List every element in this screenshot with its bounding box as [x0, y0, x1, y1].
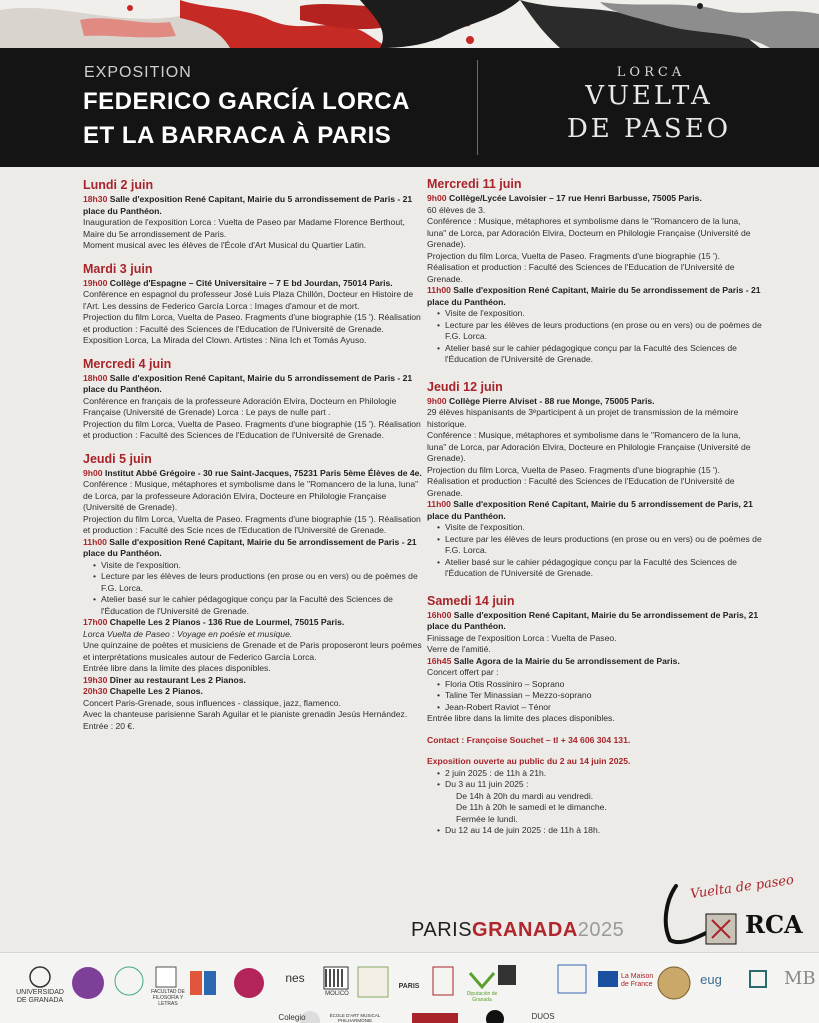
event-description: Finissage de l'exposition Lorca : Vuelta de Paseo. — [427, 632, 617, 643]
header-splash-art — [0, 0, 819, 48]
event-description: Projection du film Lorca, Vuelta de Paseo. Fragments d'une biographie (15 '). Réalisation et production : Faculté des Sciences de l'Education de l'Université de Grenade. — [83, 418, 421, 440]
event-description: Exposition Lorca, La Mirada del Clown. Artistes : Nina Ich et Tomás Ayuso. — [83, 335, 367, 345]
event-description: Conférence : Musique, métaphores et symbolisme dans le "Romancero de la luna, luna" de Lorca, par Adoración Elvira, Docteurn en Philologie Française (Université de Grenade). — [427, 216, 751, 249]
list-item: • Du 3 au 11 juin 2025 : — [437, 779, 762, 791]
day-mercredi-4 — [83, 357, 423, 442]
logo-universidad-granada: UNIVERSIDAD DE GRANADA — [16, 989, 64, 1004]
venue-text: Salle d'exposition René Capitant, Mairie du 5 arrondissement de Paris - 21 place du Panthéon. — [83, 194, 413, 216]
performer-list — [427, 679, 762, 714]
venue-text: Collège d'Espagne – Cité Universitaire – 7 E bd Jourdan, 75014 Paris. — [107, 277, 393, 288]
event-description: Projection du film Lorca, Vuelta de Paseo. Fragments d'une biographie (15 '). Réalisation et production : Faculté des Sciences de l'Education de l'Université de Grenade. — [427, 250, 735, 284]
event-description: Conférence : Musique, métaphores et symbolisme dans le "Romancero de la luna, luna" de Lorca, par Adoración Elvira, Docteure en Philologie Française (Université de Grenade). — [427, 430, 751, 463]
signature-vuelta: Vuelta de paseo — [689, 872, 795, 903]
venue-line — [83, 686, 423, 698]
venue-line — [83, 468, 423, 480]
logo-eug: eug — [700, 972, 722, 987]
event-time: 9h00 — [427, 395, 447, 406]
contact-line: Contact : Françoise Souchet – tl + 34 606 304 131. — [427, 734, 631, 745]
event-time: 11h00 — [83, 536, 107, 547]
logo-facultad: FACULTAD DE FILOSOFÍA Y LETRAS — [151, 989, 185, 1007]
program-left-column — [83, 178, 423, 742]
list-item: • Visite de l'exposition. — [93, 560, 423, 572]
logo-vuelta: VUELTA — [585, 81, 713, 111]
event-description: Inauguration de l'exposition Lorca : Vuelta de Paseo par Madame Florence Berthout, Maire du 5e arrondissement de Paris. — [83, 217, 405, 239]
day-mercredi-11 — [427, 177, 762, 366]
logo-duos: DUOS — [531, 1012, 555, 1021]
opening-hours-list — [427, 825, 762, 837]
event-description: Projection du film Lorca, Vuelta de Paseo. Fragments d'une biographie (15 '). Réalisation et production : Faculté des Sciences de l'Education de l'Université de Grenade. — [427, 464, 735, 498]
venue-line — [427, 656, 762, 668]
list-item: • Lecture par les élèves de leurs productions (en prose ou en vers) ou de poèmes de F.G. Lorca. — [437, 320, 762, 343]
venue-text: Chapelle Les 2 Pianos. — [107, 686, 203, 696]
activity-list — [427, 522, 762, 580]
event-time: 11h00 — [427, 499, 451, 509]
event-time: 18h00 — [83, 372, 108, 383]
event-description: Conférence : Musique, métaphores et symbolisme dans le "Romancero de la luna, luna" de Lorca, par la professeure Adoración Elvira, Docteure en Philologie Française (Université de Grenade). — [83, 479, 419, 512]
event-description: Projection du film Lorca, Vuelta de Paseo. Fragments d'une biographie (15 '). Réalisation et production : Faculté des Sciences de l'Education de l'Université de Grenade. — [83, 312, 421, 334]
event-description: Une quinzaine de poètes et musiciens de Grenade et de Paris proposeront leurs poèmes et interprétations musicales autour de Federico García Lorca. — [83, 640, 422, 662]
hours-detail — [427, 791, 762, 826]
venue-text: Salle d'exposition René Capitant, Mairie du 5e arrondissement de Paris - 21 place du Panthéon. — [427, 285, 761, 307]
event-time: 17h00 — [83, 617, 108, 627]
signature-rca: RCA — [745, 910, 803, 939]
venue-line — [83, 278, 423, 290]
list-item: • Visite de l'exposition. — [437, 308, 762, 320]
venue-text: Collège Pierre Alviset - 88 rue Monge, 75005 Paris. — [446, 395, 655, 406]
venue-line — [83, 675, 423, 687]
opening-hours-list — [427, 768, 762, 791]
list-item: • Atelier basé sur le cahier pédagogique conçu par la Faculté des Sciences de l'Éducation de l'Université de Grenade. — [93, 594, 423, 617]
day-jeudi-12 — [427, 380, 762, 580]
list-item: • Atelier basé sur le cahier pédagogique conçu par la Faculté des Sciences de l'Éducation de l'Université de Grenade. — [437, 343, 762, 366]
venue-line — [427, 396, 762, 408]
hours-line: De 11h à 20h le samedi et le dimanche. — [456, 802, 607, 812]
sponsor-logos — [0, 952, 819, 1023]
event-time: 16h45 — [427, 655, 452, 666]
event-time: 9h00 — [427, 193, 447, 203]
logo-de-paseo: DE PASEO — [566, 114, 732, 144]
venue-text: Chapelle Les 2 Pianos - 136 Rue de Lourmel, 75015 Paris. — [107, 617, 345, 627]
day-title: Samedi 14 juin — [427, 593, 515, 608]
day-title: Mercredi 4 juin — [83, 356, 172, 371]
event-time: 19h00 — [83, 277, 108, 288]
header-divider — [477, 60, 478, 155]
venue-line — [83, 194, 423, 217]
day-mardi-3 — [83, 262, 423, 347]
list-item: • Jean-Robert Raviot – Ténor — [437, 702, 762, 714]
day-jeudi-5 — [83, 452, 423, 733]
logo-nes: nes — [285, 971, 305, 985]
logo-diputacion: Diputación de Granada — [466, 991, 498, 1003]
day-title: Mercredi 11 juin — [427, 177, 522, 191]
brand-year: 2025 — [577, 919, 625, 941]
venue-line — [83, 617, 423, 629]
day-title: Mardi 3 juin — [83, 261, 153, 276]
venue-line — [427, 285, 762, 308]
ink-splash-image — [0, 0, 819, 48]
event-description: Avec la chanteuse parisienne Sarah Aguilar et le pianiste grenadin Jesús Hernández. Entrée : 20 €. — [83, 709, 408, 731]
header-kicker: EXPOSITION — [84, 64, 192, 81]
day-lundi-2 — [83, 178, 423, 252]
logo-lorca-small: LORCA — [616, 65, 686, 80]
event-description: Verre de l'amitié. — [427, 644, 491, 654]
event-time: 9h00 — [83, 467, 103, 478]
header-title-line1: FEDERICO GARCÍA LORCA — [83, 88, 410, 115]
event-header — [0, 48, 819, 167]
activity-list — [427, 308, 762, 366]
day-title: Jeudi 12 juin — [427, 379, 503, 394]
opening-hours — [427, 756, 762, 837]
venue-text: Dîner au restaurant Les 2 Pianos. — [107, 674, 246, 685]
venue-line — [83, 373, 423, 396]
logo-maison-de-france: La Maison de France — [621, 973, 654, 988]
list-item: • 2 juin 2025 : de 11h à 21h. — [437, 768, 762, 780]
day-samedi-14 — [427, 594, 762, 725]
event-time: 18h30 — [83, 194, 108, 204]
event-description: Concert offert par : — [427, 667, 499, 677]
brand-granada: GRANADA — [472, 919, 578, 941]
event-description: Entrée libre dans la limite des places disponibles. — [427, 713, 615, 723]
event-time: 20h30 — [83, 686, 108, 696]
list-item: • Atelier basé sur le cahier pédagogique conçu par la Faculté des Sciences de l'Éducation de l'Université de Grenade. — [437, 557, 762, 580]
list-item: • Lecture par les élèves de leurs productions (en prose ou en vers) ou de poèmes de F.G. Lorca. — [93, 571, 423, 594]
opening-hours-title: Exposition ouverte au public du 2 au 14 juin 2025. — [427, 756, 631, 766]
event-description: 29 élèves hispanisants de 3ᵉparticipent à un projet de transmission de la mémoire historique. — [427, 407, 739, 429]
day-title: Jeudi 5 juin — [83, 451, 152, 466]
event-description: Projection du film Lorca, Vuelta de Paseo. Fragments d'une biographie (15 '). Réalisation et production : Faculté des Scie nces de l'Education de l'Université de Grenade. — [83, 513, 421, 535]
venue-text: Salle d'exposition René Capitant, Mairie du 5 arrondissement de Paris - 21 place du Panthéon. — [83, 372, 413, 394]
event-description: Entrée libre dans la limite des places disponibles. — [83, 663, 271, 673]
event-time: 11h00 — [427, 285, 451, 295]
list-item: • Floria Otis Rossiniro – Soprano — [437, 679, 762, 691]
event-description: 60 élèves de 3. — [427, 204, 486, 215]
hours-line: De 14h à 20h du mardi au vendredi. — [456, 790, 594, 801]
event-time: 19h30 — [83, 674, 108, 685]
venue-line — [83, 537, 423, 560]
program-right-column — [427, 177, 762, 837]
venue-text: Institut Abbé Grégoire - 30 rue Saint-Jacques, 75231 Paris 5ème Élèves de 4e. — [102, 467, 422, 478]
venue-text: Salle Agora de la Mairie du 5e arrondissement de Paris. — [451, 655, 680, 666]
header-title-line2: ET LA BARRACA À PARIS — [83, 122, 392, 149]
venue-line — [427, 193, 762, 205]
venue-text: Collège/Lycée Lavoisier – 17 rue Henri Barbusse, 75005 Paris. — [446, 193, 702, 203]
event-description: Conférence en espagnol du professeur José Luis Plaza Chillón, Docteur en Histoire de l'Art. Les dessins de Federico García Lorca : Images d'amour et de mort. — [83, 289, 414, 311]
event-description: Conférence en français de la professeure Adoración Elvira, Docteurn en Philologie Française (Université de Grenade) Lorca : Le pays de nulle part . — [83, 395, 397, 417]
venue-text: Salle d'exposition René Capitant, Mairie du 5 arrondissement de Paris, 21 place du Panthéon. — [427, 499, 753, 521]
venue-line — [427, 499, 762, 522]
list-item: • Du 12 au 14 de juin 2025 : de 11h à 18h. — [437, 825, 762, 837]
activity-list — [83, 560, 423, 618]
list-item: • Visite de l'exposition. — [437, 522, 762, 534]
event-time: 16h00 — [427, 609, 452, 620]
event-description: Concert Paris-Grenade, sous influences - classique, jazz, flamenco. — [83, 697, 341, 708]
logo-paris: PARIS — [398, 983, 420, 990]
logo-colegio: Colegio — [278, 1013, 306, 1022]
event-description: Moment musical avec les élèves de l'École d'Art Musical du Quartier Latin. — [83, 240, 367, 250]
hours-line: Fermée le lundi. — [456, 813, 518, 824]
venue-line — [427, 610, 762, 633]
paris-granada-2025-brand — [411, 919, 624, 942]
venue-text: Salle d'exposition René Capitant, Mairie du 5e arrondissement de Paris, 21 place du Panthéon. — [427, 609, 759, 631]
list-item: • Taline Ter Minassian – Mezzo-soprano — [437, 690, 762, 702]
logo-mb: MB — [784, 968, 816, 989]
venue-text: Salle d'exposition René Capitant, Mairie du 5e arrondissement de Paris - 21 place du Panthéon. — [83, 536, 417, 558]
list-item: • Lecture par les élèves de leurs productions (en prose ou en vers) ou de poèmes de F.G. Lorca. — [437, 534, 762, 557]
day-title: Lundi 2 juin — [83, 178, 154, 192]
logo-molico: MOLICO — [325, 991, 349, 997]
logo-philharmonie: ÉCOLE D'ART MUSICAL PHILHARMONIE — [329, 1013, 381, 1023]
event-description: Lorca Vuelta de Paseo : Voyage en poésie et musique. — [83, 628, 293, 639]
brand-paris: PARIS — [411, 919, 473, 941]
